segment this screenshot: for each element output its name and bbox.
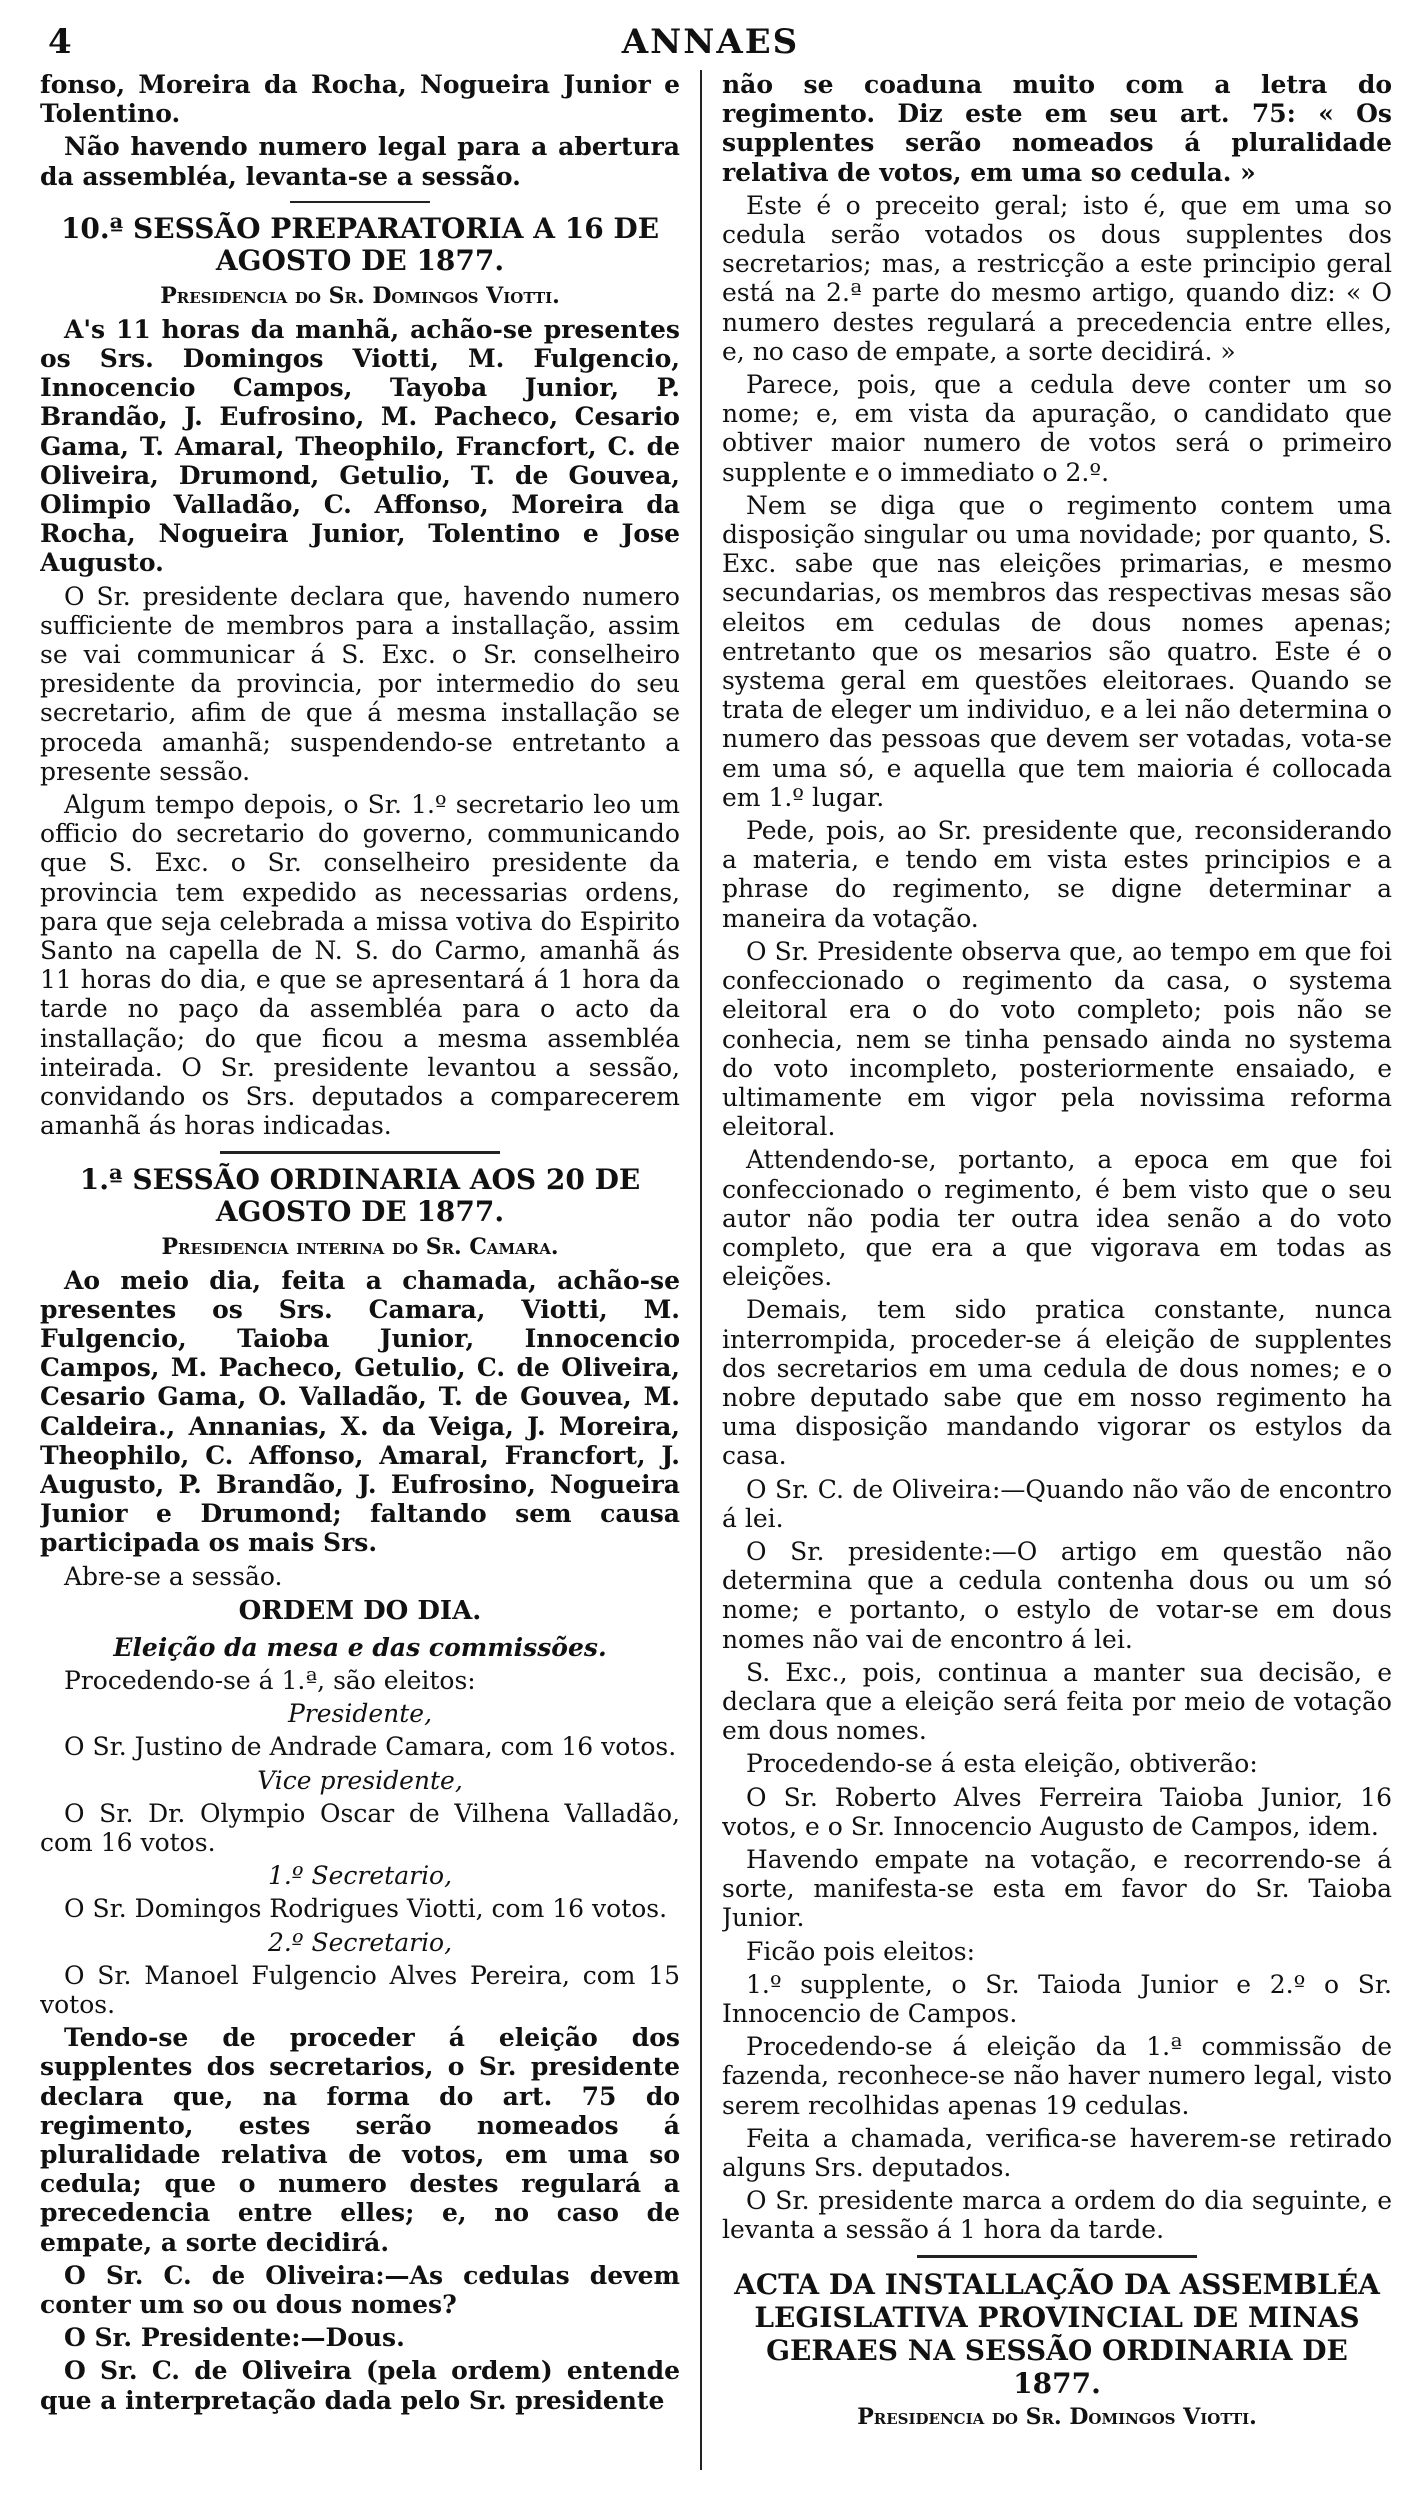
column-divider <box>700 70 702 2470</box>
section-divider <box>917 2255 1197 2258</box>
paragraph: Abre-se a sessão. <box>64 1561 283 1591</box>
paragraph: Não havendo numero legal para a abertura da assembléa, levanta-se a sessão. <box>40 132 680 191</box>
paragraph: Feita a chamada, verifica-se haverem-se retirado alguns Srs. deputados. <box>722 2123 1392 2183</box>
subheading: Eleição da mesa e das commissões. <box>113 1632 607 1662</box>
paragraph: Havendo empate na votação, e recorrendo-se á sorte, manifesta-se esta em favor do Sr. Taioba Junior. <box>722 1844 1392 1933</box>
paragraph: fonso, Moreira da Rocha, Nogueira Junior e Tolentino. <box>40 70 680 129</box>
paragraph: O Sr. C. de Oliveira:—Quando não vão de encontro á lei. <box>722 1474 1392 1533</box>
page-number: 4 <box>48 22 72 62</box>
presidency-line: Presidencia do Sr. Domingos Viotti. <box>160 282 560 309</box>
paragraph: Attendendo-se, portanto, a epoca em que foi confeccionado o regimento, é bem visto que o seu autor não podia ter outra idea senão a do voto completo, que era a que vigorava em todas as eleições. <box>722 1145 1392 1292</box>
paragraph: O Sr. presidente marca a ordem do dia seguinte, e levanta a sessão á 1 hora da tarde. <box>722 2186 1392 2245</box>
office-title: 1.º Secretario, <box>267 1861 453 1891</box>
paragraph: O Sr. Presidente:—Dous. <box>64 2323 405 2353</box>
paragraph: não se coaduna muito com a letra do regimento. Diz este em seu art. 75: « Os supplentes serão nomeados á pluralidade relativa de votos, em uma so cedula. » <box>722 70 1392 187</box>
presidency-line: Presidencia do Sr. Domingos Viotti. <box>857 2403 1257 2430</box>
section-divider <box>290 201 430 203</box>
paragraph: S. Exc., pois, continua a manter sua decisão, e declara que a eleição será feita por meio de votação em dous nomes. <box>722 1657 1392 1746</box>
office-title: Presidente, <box>287 1699 433 1729</box>
paragraph: Parece, pois, que a cedula deve conter um so nome; e, em vista da apuração, o candidato que obtiver maior numero de votos será o primeiro supplente e o immediato o 2.º. <box>722 370 1392 487</box>
running-title: ANNAES <box>621 22 800 62</box>
paragraph: Ao meio dia, feita a chamada, achão-se presentes os Srs. Camara, Viotti, M. Fulgencio, Taioba Junior, Innocencio Campos, M. Pacheco, Getulio, C. de Oliveira, Cesario Gama, O. Valladão, T. de Gouvea, M. Caldeira., Annanias, X. da Veiga, J. Moreira, Theophilo, C. Affonso, Amaral, Francfort, J. Augusto, P. Brandão, J. Eufrosino, Nogueira Junior e Drumond; faltando sem causa participada os mais Srs. <box>40 1265 680 1558</box>
page-header <box>0 22 1421 66</box>
paragraph: Ficão pois eleitos: <box>746 1936 976 1966</box>
presidency-line: Presidencia interina do Sr. Camara. <box>161 1233 559 1260</box>
paragraph: Nem se diga que o regimento contem uma disposição singular ou uma novidade; por quanto, S. Exc. sabe que nas eleições primarias, e mesmo secundarias, os membros das respectivas mesas são eleitos em cedulas de dous nomes apenas; entretanto que os mesarios são quatro. Este é o systema geral em questões eleitoraes. Quando se trata de eleger um individuo, e a lei não determina o numero das pessoas que devem ser votadas, vota-se em uma só, e aquella que tem maioria é collocada em 1.º lugar. <box>722 490 1392 812</box>
paragraph: Demais, tem sido pratica constante, nunca interrompida, proceder-se á eleição de supplentes dos secretarios em uma cedula de dous nomes; e o nobre deputado sabe que em nosso regimento ha uma disposição mandando vigorar os estylos da casa. <box>722 1295 1392 1471</box>
paragraph: Algum tempo depois, o Sr. 1.º secretario leo um officio do secretario do governo, communicando que S. Exc. o Sr. conselheiro presidente da provincia tem expedido as necessarias ordens, para que seja celebrada a missa votiva do Espirito Santo na capella de N. S. do Carmo, amanhã ás 11 horas do dia, e que se apresentará á 1 hora da tarde no paço da assembléa para o acto da installação; do que ficou a mesma assembléa inteirada. O Sr. presidente levantou a sessão, convidando os Srs. deputados a comparecerem amanhã ás horas indicadas. <box>40 790 680 1141</box>
paragraph: Este é o preceito geral; isto é, que em uma so cedula serão votados os dous supplentes dos secretarios; mas, a restricção a este principio geral está na 2.ª parte do mesmo artigo, quando diz: « O numero destes regulará a precedencia entre elles, e, no caso de empate, a sorte decidirá. » <box>722 190 1392 366</box>
right-column <box>722 70 1392 2480</box>
section-heading: 1.ª SESSÃO ORDINARIA AOS 20 DE AGOSTO DE 1877. <box>79 1162 641 1228</box>
paragraph: O Sr. Roberto Alves Ferreira Taioba Junior, 16 votos, e o Sr. Innocencio Augusto de Campos, idem. <box>722 1782 1392 1841</box>
paragraph: Tendo-se de proceder á eleição dos supplentes dos secretarios, o Sr. presidente declara que, na forma do art. 75 do regimento, estes serão nomeados á pluralidade relativa de votos, em uma so cedula; que o numero destes regulará a precedencia entre elles; e, no caso de empate, a sorte decidirá. <box>40 2023 680 2257</box>
office-title: 2.º Secretario, <box>267 1927 453 1957</box>
section-divider <box>220 1151 500 1154</box>
paragraph: O Sr. Manoel Fulgencio Alves Pereira, com 15 votos. <box>40 1960 680 2019</box>
paragraph: Procedendo-se á esta eleição, obtiverão: <box>746 1749 1258 1779</box>
paragraph: O Sr. C. de Oliveira:—As cedulas devem conter um so ou dous nomes? <box>40 2260 680 2319</box>
section-heading: 10.ª SESSÃO PREPARATORIA A 16 DE AGOSTO DE 1877. <box>60 211 660 277</box>
left-column <box>40 70 680 2480</box>
paragraph: Procedendo-se á 1.ª, são eleitos: <box>64 1665 476 1695</box>
paragraph: O Sr. C. de Oliveira (pela ordem) entende que a interpretação dada pelo Sr. presidente <box>40 2356 680 2415</box>
paragraph: O Sr. Dr. Olympio Oscar de Vilhena Valladão, com 16 votos. <box>40 1798 680 1857</box>
office-title: Vice presidente, <box>257 1765 463 1795</box>
paragraph: 1.º supplente, o Sr. Taioda Junior e 2.º o Sr. Innocencio de Campos. <box>722 1969 1392 2028</box>
paragraph: O Sr. presidente declara que, havendo numero sufficiente de membros para a installação, assim se vai communicar á S. Exc. o Sr. conselheiro presidente da provincia, por intermedio do seu secretario, afim de que á mesma installação se proceda amanhã; suspendendo-se entretanto a presente sessão. <box>40 581 680 786</box>
acta-heading: ACTA DA INSTALLAÇÃO DA ASSEMBLÉA LEGISLATIVA PROVINCIAL DE MINAS GERAES NA SESSÃO ORDINARIA DE 1877. <box>734 2267 1380 2400</box>
paragraph: Pede, pois, ao Sr. presidente que, reconsiderando a materia, e tendo em vista estes principios e a phrase do regimento, se digne determinar a maneira da votação. <box>722 816 1392 933</box>
paragraph: Procedendo-se á eleição da 1.ª commissão de fazenda, reconhece-se não haver numero legal, visto serem recolhidas apenas 19 cedulas. <box>722 2032 1392 2120</box>
paragraph: O Sr. Presidente observa que, ao tempo em que foi confeccionado o regimento da casa, o systema eleitoral era o do voto completo; pois não se conhecia, nem se tinha pensado ainda no systema do voto incompleto, posteriormente ensaiado, e ultimamente em vigor pela novissima reforma eleitoral. <box>722 936 1392 1142</box>
paragraph: A's 11 horas da manhã, achão-se presentes os Srs. Domingos Viotti, M. Fulgencio, Innocencio Campos, Tayoba Junior, P. Brandão, J. Eufrosino, M. Pacheco, Cesario Gama, T. Amaral, Theophilo, Francfort, C. de Oliveira, Drumond, Getulio, T. de Gouvea, Olimpio Valladão, C. Affonso, Moreira da Rocha, Nogueira Junior, Tolentino e Jose Augusto. <box>40 314 680 578</box>
order-of-day-heading: ORDEM DO DIA. <box>238 1595 482 1626</box>
paragraph: O Sr. presidente:—O artigo em questão não determina que a cedula contenha dous ou um só nome; e portanto, o estylo de votar-se em dous nomes não vai de encontro á lei. <box>722 1536 1392 1654</box>
paragraph: O Sr. Domingos Rodrigues Viotti, com 16 votos. <box>64 1894 668 1924</box>
paragraph: O Sr. Justino de Andrade Camara, com 16 votos. <box>64 1732 677 1762</box>
